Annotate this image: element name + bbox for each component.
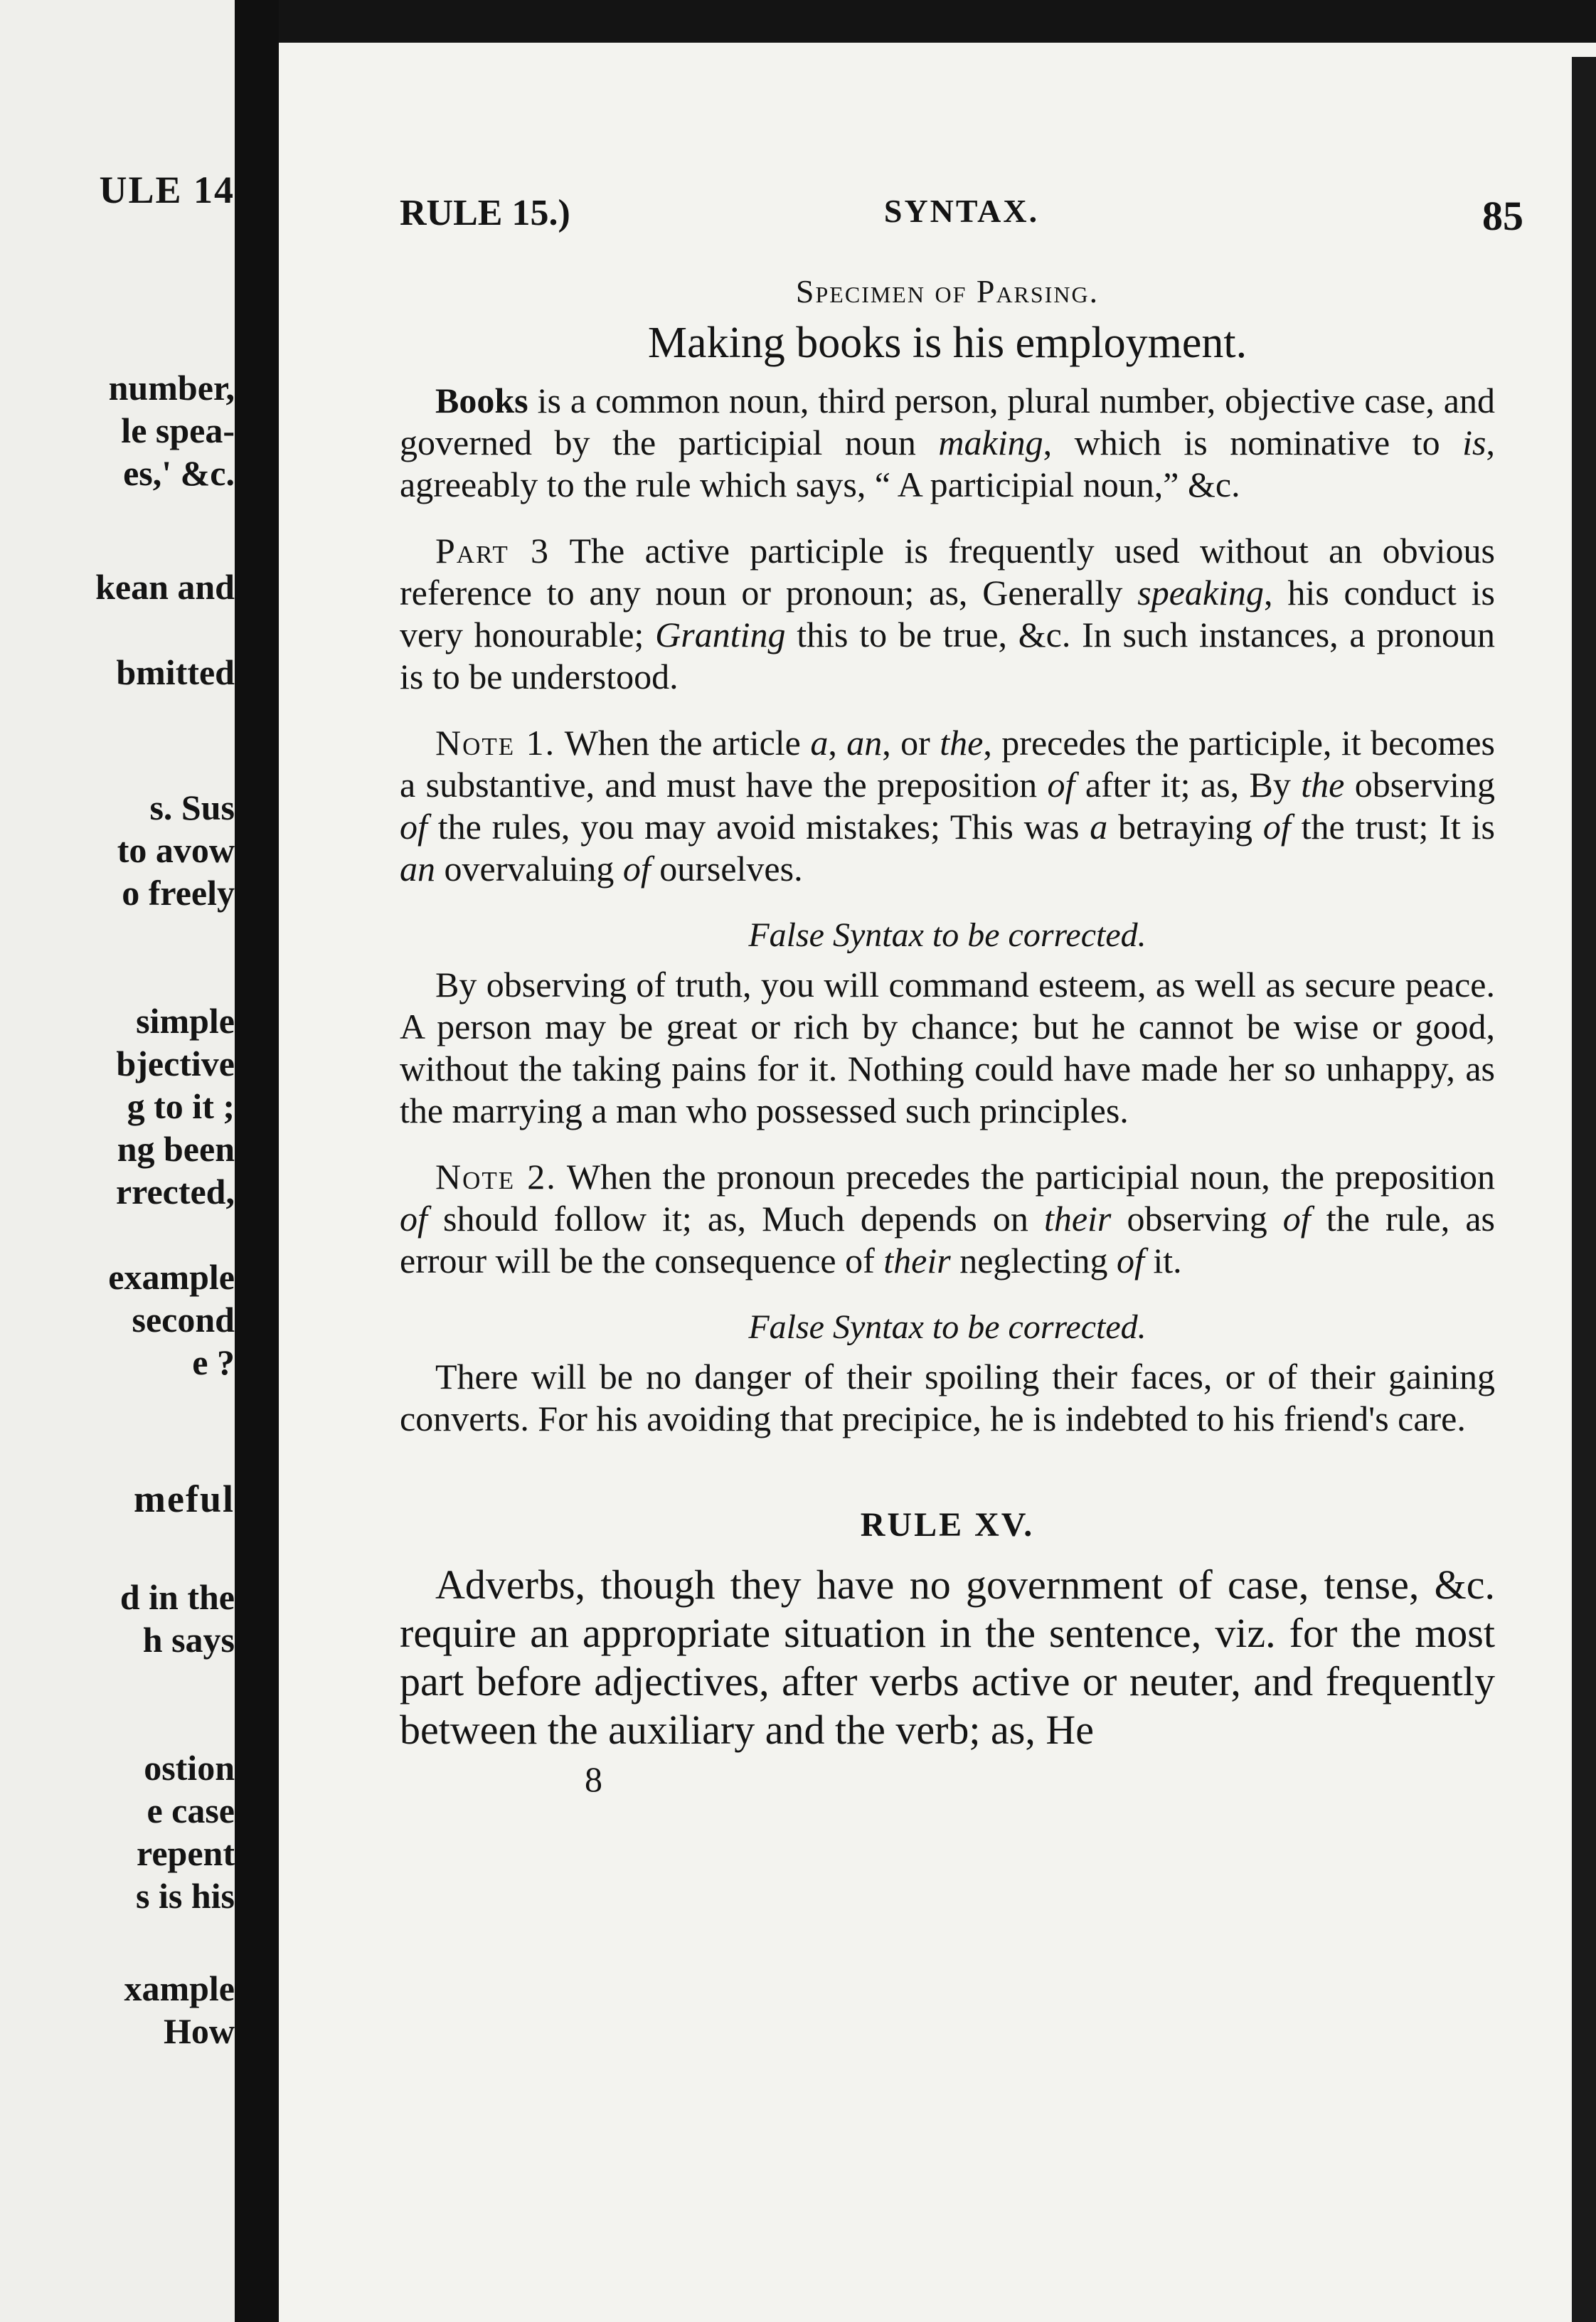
italic-run: of <box>622 849 651 889</box>
italic-run: an <box>400 849 435 889</box>
italic-run: of <box>400 807 427 847</box>
text-run: the trust; It is <box>1290 807 1495 847</box>
text-run: neglecting <box>950 1241 1117 1281</box>
italic-run: an <box>846 723 883 763</box>
note-1-paragraph <box>400 722 1495 890</box>
italic-run: speaking <box>1137 573 1264 613</box>
text-run: , precedes the participle, it becomes a substantive, and must have the preposition <box>400 723 1496 805</box>
book-gutter <box>235 0 279 2322</box>
text-run: , or <box>882 723 940 763</box>
specimen-heading: Specimen of Parsing. <box>795 273 1100 309</box>
facing-page-line: meful <box>134 1478 235 1520</box>
facing-page-line: ng been <box>117 1129 235 1169</box>
text-run: , his conduct is very honourable; <box>400 573 1495 654</box>
facing-page-line: number, <box>108 368 235 408</box>
false-syntax-heading: False Syntax to be corrected. <box>748 1308 1147 1346</box>
text-run: the rules, you may avoid mistakes; This was <box>427 807 1090 847</box>
facing-page-line: e ? <box>192 1342 235 1382</box>
facing-page-line: e case <box>147 1791 235 1830</box>
facing-page-line: kean and <box>95 567 235 607</box>
book-page <box>279 43 1596 2322</box>
parsed-word: Books <box>435 381 528 420</box>
facing-page-line: rrected, <box>115 1172 235 1212</box>
false-syntax-exercise: By observing of truth, you will command esteem, as well as secure peace. A person may be great or rich by chance; but he cannot be wise or good, without the taking pains for it. Nothing could have made her so unhappy, as the marrying a man who possessed such principles. <box>400 965 1495 1130</box>
facing-page-line: to avow <box>117 830 235 870</box>
facing-page-fragment <box>0 0 235 2322</box>
text-run: observing <box>1344 765 1495 805</box>
italic-run: Granting <box>655 615 786 654</box>
italic-run: a <box>1090 807 1108 847</box>
text-run: When the pronoun precedes the participial noun, the preposition <box>556 1157 1495 1197</box>
facing-page-line: le spea- <box>121 410 235 450</box>
italic-run: the <box>940 723 984 763</box>
facing-page-line: ULE 14 <box>99 169 235 211</box>
italic-run: of <box>1262 807 1291 847</box>
facing-page-line: bmitted <box>116 652 235 692</box>
facing-page-line: s. Sus <box>149 788 235 827</box>
text-run: this to be true, &c. In such instances, a pronoun is to be understood. <box>400 615 1495 696</box>
italic-run: a <box>810 723 829 763</box>
running-head-title: SYNTAX. <box>883 193 1040 229</box>
text-run: the rule, as errour will be the consequence of <box>400 1199 1495 1281</box>
part-label: Part 3 <box>435 531 550 571</box>
italic-run: their <box>1043 1199 1112 1239</box>
text-run: ourselves. <box>650 849 803 889</box>
facing-page-line: ostion <box>144 1748 235 1788</box>
rule-text: Adverbs, though they have no government of case, tense, &c. require an appropriate situation in the sentence, viz. for the most part before adjectives, after verbs active or neuter, and frequently between the auxiliary and the verb; as, He <box>400 1562 1495 1753</box>
italic-run: of <box>1282 1199 1311 1239</box>
italic-run: their <box>883 1241 951 1281</box>
text-run: it. <box>1144 1241 1182 1281</box>
facing-page-line: s is his <box>136 1876 235 1916</box>
italic-run: of <box>1047 765 1075 805</box>
false-syntax-heading: False Syntax to be corrected. <box>748 916 1147 954</box>
facing-page-line: simple <box>136 1001 235 1041</box>
facing-page-line: o freely <box>122 873 235 913</box>
false-syntax-exercise: There will be no danger of their spoiling their faces, or of their gaining converts. For his avoiding that precipice, he is indebted to his friend's care. <box>400 1357 1495 1438</box>
facing-page-line: example <box>108 1257 235 1297</box>
facing-page-line: h says <box>142 1620 235 1660</box>
page-edge <box>1572 57 1596 2322</box>
page-number: 85 <box>1482 193 1523 239</box>
italic-run: the <box>1301 765 1345 805</box>
italic-run: making <box>938 423 1043 462</box>
facing-page-line: repent <box>137 1833 235 1873</box>
specimen-example: Making books is his employment. <box>647 319 1247 367</box>
facing-page-line: xample <box>124 1968 235 2008</box>
rule-heading: RULE XV. <box>860 1506 1035 1544</box>
text-run: observing <box>1111 1199 1283 1239</box>
text-run: should follow it; as, Much depends on <box>427 1199 1044 1239</box>
facing-page-line: d in the <box>119 1577 235 1617</box>
part-3-paragraph <box>400 530 1495 698</box>
facing-page-line: es,' &c. <box>123 453 235 493</box>
note-label: Note 2. <box>435 1157 557 1197</box>
italic-run: of <box>400 1199 427 1239</box>
note-label: Note 1. <box>435 723 556 763</box>
facing-page-line: g to it ; <box>127 1086 235 1126</box>
note-2-paragraph <box>400 1156 1495 1282</box>
parsing-paragraph <box>400 380 1495 506</box>
text-run: betraying <box>1107 807 1263 847</box>
text-run: The active participle is frequently used without an obvious reference to any noun or pronoun; as, Generally <box>400 531 1495 613</box>
facing-page-line: second <box>132 1300 235 1340</box>
facing-page-line: How <box>164 2011 235 2051</box>
italic-run: of <box>1116 1241 1144 1281</box>
signature-mark: 8 <box>585 1759 602 1799</box>
page-body <box>400 199 1495 1836</box>
text-run: , agreeably to the rule which says, “ A participial noun,” &c. <box>400 423 1495 504</box>
italic-run: is <box>1462 423 1486 462</box>
text-run: , <box>828 723 847 763</box>
running-head-rule: RULE 15.) <box>400 193 570 233</box>
text-run: is a common noun, third person, plural number, objective case, and governed by the participial noun <box>400 381 1495 462</box>
text-run: When the article <box>555 723 811 763</box>
text-run: overvaluing <box>435 849 623 889</box>
text-run: , which is nominative to <box>1043 423 1463 462</box>
text-run: after it; as, By <box>1075 765 1302 805</box>
facing-page-line: bjective <box>116 1044 235 1083</box>
